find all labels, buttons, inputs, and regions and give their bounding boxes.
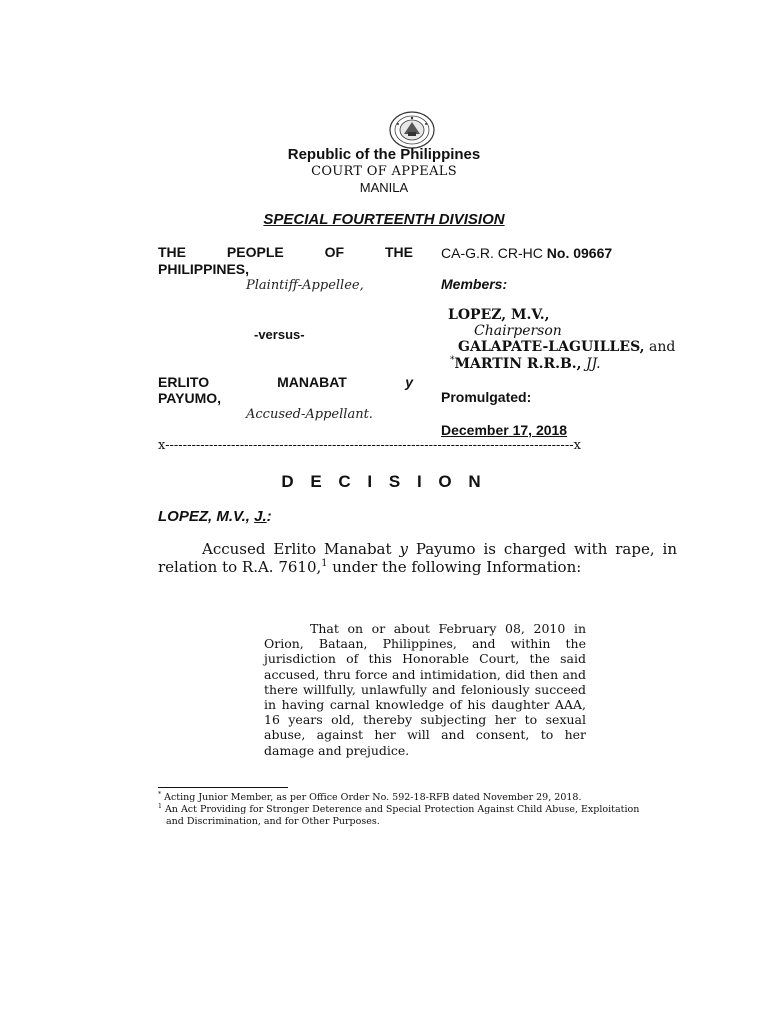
members-label: Members: bbox=[441, 276, 508, 292]
ponente-colon: : bbox=[266, 508, 272, 525]
republic-heading: Republic of the Philippines bbox=[287, 146, 481, 163]
member-martin bbox=[450, 356, 601, 372]
member-martin-suffix: JJ. bbox=[581, 356, 601, 372]
promulgated-label: Promulgated: bbox=[441, 389, 532, 405]
information-quote: That on or about February 08, 2010 in Orion, Bataan, Philippines, and within the jurisdiction of this Honorable Court, the said accused, thru force and intimidation, did then and there willfully, unlawfully and feloniously succeed in having carnal knowledge of his daughter AAA, 16 years old, thereby subjecting her to sexual abuse, against her will and consent, to her damage and prejudice. bbox=[264, 621, 586, 758]
member-martin-name: MARTIN R.R.B., bbox=[454, 356, 582, 372]
plaintiff-name-line2: PHILIPPINES, bbox=[158, 261, 250, 277]
court-seal-icon bbox=[388, 110, 436, 150]
promulgated-date: December 17, 2018 bbox=[441, 422, 568, 438]
versus-label: -versus- bbox=[254, 327, 305, 342]
footnote-divider bbox=[158, 787, 288, 788]
plaintiff-role: Plaintiff-Appellee, bbox=[246, 278, 364, 293]
footnote-ref-1: 1 bbox=[321, 557, 328, 569]
footnote-star-mark: * bbox=[158, 790, 162, 798]
ponente-line bbox=[158, 508, 272, 525]
para1-part-c: under the following Information: bbox=[327, 557, 582, 576]
city-name: MANILA bbox=[359, 180, 409, 195]
footnote-1 bbox=[158, 804, 678, 816]
plaintiff-name-line1: THE PEOPLE OF THE bbox=[158, 244, 413, 260]
accused-role: Accused-Appellant. bbox=[246, 407, 373, 422]
decision-title: D E C I S I O N bbox=[281, 472, 487, 491]
court-name: COURT OF APPEALS bbox=[311, 164, 457, 179]
member-galapate-name: GALAPATE-LAGUILLES, bbox=[458, 339, 645, 355]
footnote-1-text-a: An Act Providing for Stronger Deterence and Special Protection Against Child Abuse, Exploitation bbox=[161, 804, 640, 815]
footnote-1-mark: 1 bbox=[158, 802, 162, 810]
member-galapate bbox=[458, 339, 675, 355]
footnote-star bbox=[158, 792, 678, 804]
footnote-star-text: Acting Junior Member, as per Office Order No. 592-18-RFB dated November 29, 2018. bbox=[161, 792, 582, 803]
caption-separator: x---------------------------------------------------------------------------------------------x bbox=[158, 438, 581, 453]
division-title: SPECIAL FOURTEENTH DIVISION bbox=[263, 211, 505, 228]
para1-part-b: Payumo is charged with rape, in relation to R.A. 7610, bbox=[158, 540, 677, 576]
member-martin-footnote-mark: * bbox=[450, 355, 455, 366]
accused-name-line1: ERLITO MANABAT y bbox=[158, 374, 413, 390]
case-no: No. 09667 bbox=[546, 245, 613, 261]
ponente-name: LOPEZ, M.V., bbox=[158, 508, 255, 525]
member-galapate-suffix: and bbox=[644, 339, 676, 355]
member-lopez: LOPEZ, M.V., bbox=[448, 307, 550, 323]
case-prefix: CA-G.R. CR-HC bbox=[441, 245, 543, 261]
footnote-1-continued: and Discrimination, and for Other Purposes. bbox=[166, 816, 380, 827]
case-number bbox=[441, 245, 612, 261]
para1-part-a: Accused Erlito Manabat bbox=[202, 540, 400, 558]
ponente-j: J. bbox=[254, 508, 267, 525]
accused-name-line2: PAYUMO, bbox=[158, 390, 222, 406]
opening-paragraph bbox=[158, 541, 677, 576]
para1-y: y bbox=[399, 540, 408, 558]
member-role-chairperson: Chairperson bbox=[474, 323, 562, 339]
